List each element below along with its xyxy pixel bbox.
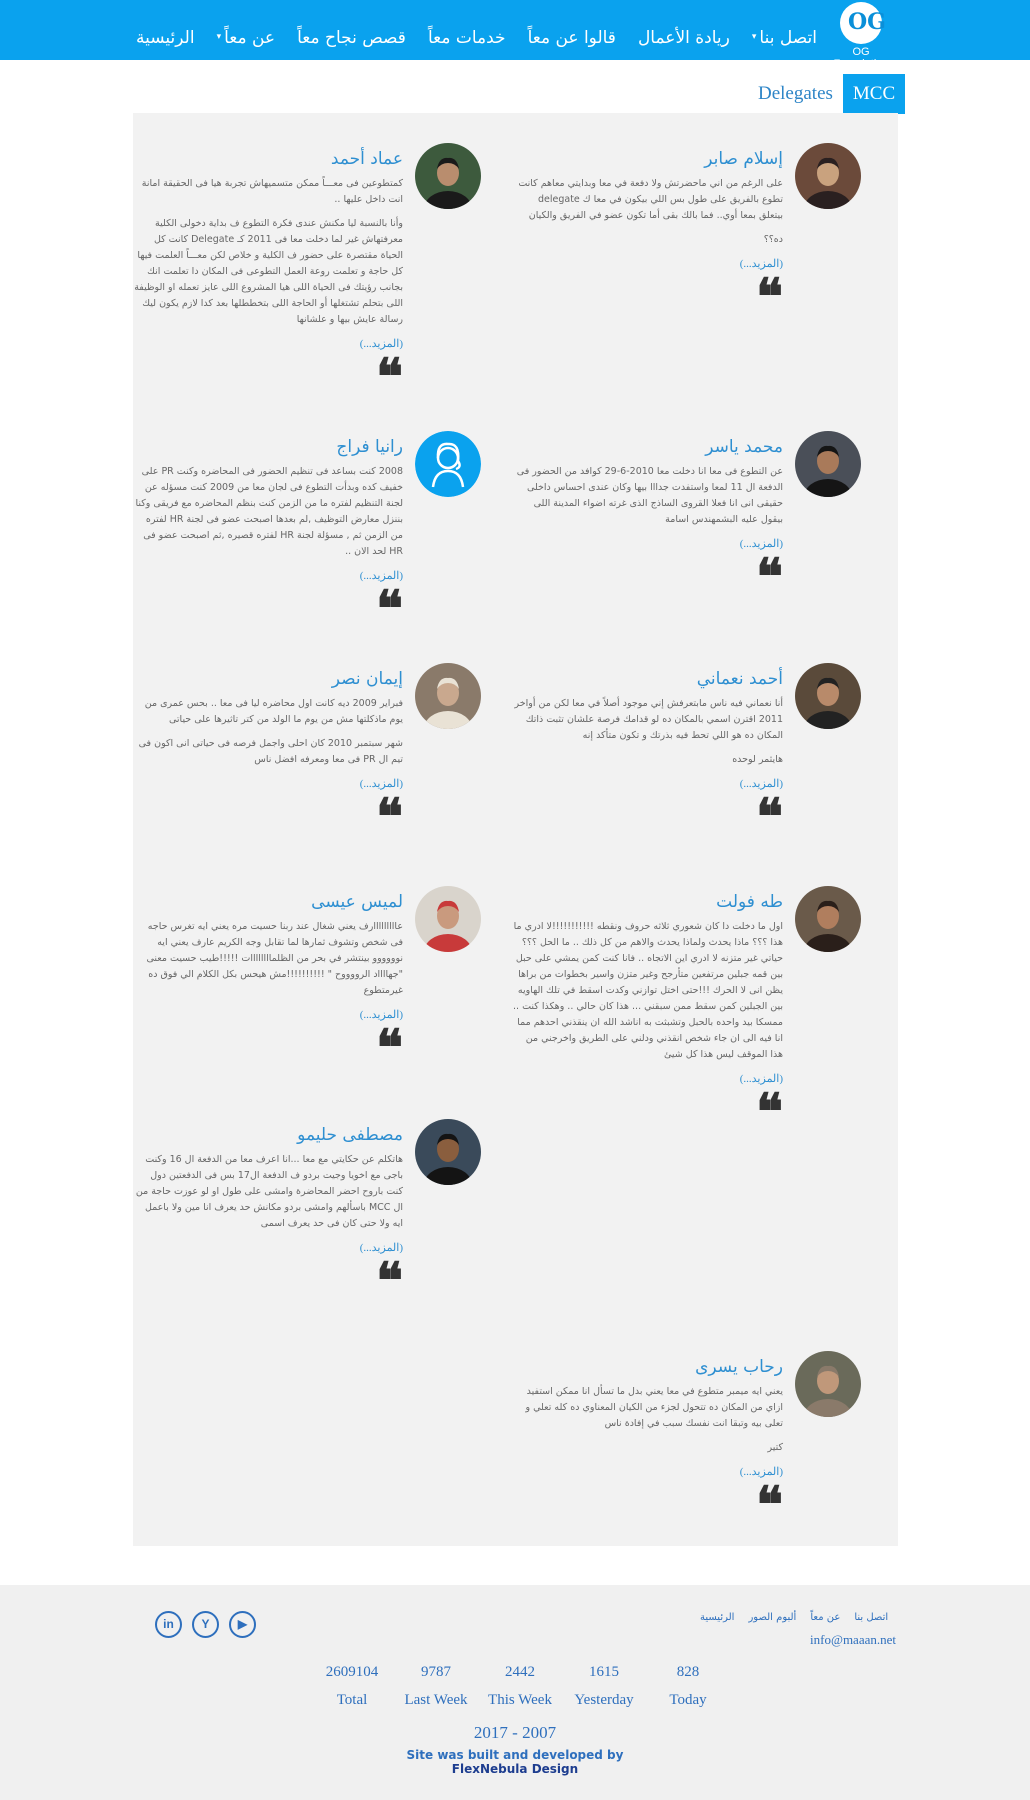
testimonial-paragraph: 2008 كنت بساعد فى تنظيم الحضور فى المحاضره وكنت PR على خفيف كده وبدأت التطوع فى لجان معا من 2009 كنت مسؤله عن لجنة التنظيم لفتره ما من الزمن كنت بنظم المحاضره مع فريقى وكنا بننزل معارض التوظيف ,لم بعدها اصبحت عضو فى لجنة HR لفتره من الزمن ثم , مسؤلة لجنة HR لفتره قصيره ,ثم اصبحت عضو فى HR لحد الان .. — [135, 466, 403, 557]
stat-value: 828 — [676, 1664, 700, 1680]
footer-links — [700, 1612, 896, 1623]
avatar — [795, 143, 861, 209]
testimonial-name[interactable]: أحمد نعماني — [696, 669, 783, 689]
main-nav — [136, 28, 817, 60]
stat-this-week — [478, 1664, 562, 1709]
testimonial-paragraph: كمتطوعين فى معـــاً ممكن متسميهاش تجربة هيا فى الحقيقة امانة انت داخل عليها .. — [141, 178, 403, 205]
testimonial-paragraph: هايثمر لوحده — [732, 754, 783, 765]
testimonial-text — [513, 696, 783, 846]
copyright-years: 2017 - 2007 — [473, 1723, 557, 1742]
avatar — [415, 1119, 481, 1185]
stat-label: Yesterday — [574, 1692, 634, 1708]
nav-item-3[interactable] — [428, 28, 506, 60]
testimonial-name[interactable]: محمد ياسر — [705, 437, 783, 457]
quote-icon: ❝ — [756, 1082, 783, 1141]
testimonial-paragraph: ده؟؟ — [763, 234, 783, 245]
testimonial-text — [513, 1384, 783, 1534]
read-more-link[interactable]: (المزيد...) — [359, 1009, 403, 1021]
testimonial-paragraph: عن التطوع فى معا انا دخلت معا 2010-6-29 كوافد من الحضور فى الدفعة ال 11 لمعا واستفدت جدااا بيها وكان عندى احساس داخلى حقيقى انى انا فعلا القروى الساذج الذى غرته اضواء المدينة اللى بيقول عليه البشمهندس اسامة — [516, 466, 783, 525]
caret-down-icon: ▾ — [751, 32, 757, 42]
youtube-icon[interactable]: ▶ — [229, 1611, 256, 1638]
nav-item-4[interactable] — [528, 28, 616, 60]
testimonial-paragraph: أنا نعماني فيه ناس مابتعرفش إني موجود أصلاً في معا لكن من أواخر 2011 اقترن اسمي بالمكان ده لو قدامك فرصة علشان تثبت ذاتك المكان ده هو اللي تحط فيه بذرتك و تكون متأكد إنه — [514, 698, 783, 741]
nav-item-label: قصص نجاح معاً — [297, 28, 406, 48]
tabs — [748, 74, 898, 114]
avatar — [415, 663, 481, 729]
quote-icon: ❝ — [756, 787, 783, 846]
testimonial-text — [133, 176, 403, 406]
nav-item-label: الرئيسية — [136, 28, 195, 48]
nav-item-0[interactable] — [136, 28, 195, 60]
testimonial-name[interactable]: لميس عيسى — [311, 892, 403, 912]
testimonial-name[interactable]: رانيا فراج — [336, 437, 403, 457]
built-by-line1: Site was built and developed by — [406, 1748, 624, 1762]
testimonial-paragraph: عااااااااارف يعني شغال عند ربنا حسيت مره يعني ايه تغرس حاجه فى شخص وتشوف ثمارها لما تقابل وجه الكريم عارف يعني ايه نوووووو بينتشر في بحر من الظلماااااااات !!!!!طيب حسيت معنى "جهااااد الرووووح " !!!!!!!!!!مش هيحس بكل الكلام الي فوق ده غيرمتطوع — [146, 921, 403, 996]
stat-value: 9787 — [421, 1664, 451, 1680]
stat-value: 2609104 — [325, 1664, 379, 1680]
stat-yesterday — [562, 1664, 646, 1709]
quote-icon: ❝ — [756, 267, 783, 326]
built-by-line2[interactable]: FlexNebula Design — [451, 1762, 579, 1776]
stat-value: 2442 — [505, 1664, 535, 1680]
built-by — [0, 1748, 1030, 1776]
site-footer — [0, 1585, 1030, 1800]
nav-item-label: قالوا عن معاً — [527, 28, 616, 48]
nav-item-2[interactable] — [297, 28, 406, 60]
footer-link[interactable]: ألبوم الصور — [748, 1612, 797, 1623]
testimonial-text — [133, 919, 403, 1077]
footer-link[interactable]: الرئيسية — [700, 1612, 735, 1623]
testimonials-panel — [133, 113, 898, 1546]
testimonial-text — [133, 696, 403, 846]
testimonial-paragraph: شهر سبتمبر 2010 كان احلى واجمل فرصه فى حياتى انى اكون فى تيم ال PR فى معا ومعرفه افضل ناس — [138, 738, 403, 765]
logo-text: OG Foundation — [833, 46, 889, 70]
stat-total — [310, 1664, 394, 1709]
quote-icon: ❝ — [376, 1018, 403, 1077]
quote-icon: ❝ — [376, 579, 403, 638]
visitor-stats — [310, 1664, 730, 1709]
testimonial-paragraph: اول ما دخلت دا كان شعوري ثلاثه حروف ونقطه !!!!!!!!!!!لا ادري ما هذا ؟؟؟ ماذا يحدث ولماذا يحدث والاهم من كل ذلك .. ما الحل ؟؟؟حياتي غير متزنه لا ادري اين الاتجاه .. فانا كنت كمن يمشي على حبل بين قمه جبلين مرتفعين متأرجح وغير متزن واسير بخطوات من براها يظن انى لا الحرك !!!حتى اختل توازني وكدت اسقط في تلك الهاويه بين الجبلين كمن سقط ممن سبقني ... هذا كان حالي .. وهكذا كنت .. ممسكا بيد واحده بالحبل وتشبثت به اناشد الله ان ينقذني احدهم مما انا فيه الى ان جاء شخص انقذني ودلني على الطريق واخرجني من هذا الموقف ليس هذا كل شيئ — [513, 921, 783, 1060]
testimonial-name[interactable]: رحاب يسرى — [695, 1357, 783, 1377]
testimonial-name[interactable]: إيمان نصر — [331, 669, 403, 689]
yahoo-icon[interactable]: Y — [192, 1611, 219, 1638]
avatar — [795, 431, 861, 497]
testimonial-name[interactable]: طه فولت — [716, 892, 783, 912]
testimonial-name[interactable]: عماد أحمد — [330, 149, 403, 169]
stat-label: Last Week — [404, 1692, 468, 1708]
logo-mark-icon: OG — [840, 2, 882, 44]
testimonial-name[interactable]: إسلام صابر — [704, 149, 783, 169]
stat-label: Total — [336, 1692, 368, 1708]
stat-label: Today — [669, 1692, 707, 1708]
testimonial-paragraph: كتير — [767, 1442, 783, 1453]
avatar — [795, 886, 861, 952]
avatar — [795, 663, 861, 729]
quote-icon: ❝ — [376, 347, 403, 406]
social-links — [155, 1611, 256, 1638]
read-more-link[interactable]: (المزيد...) — [359, 570, 403, 582]
nav-item-5[interactable] — [638, 28, 730, 60]
testimonial-text — [513, 464, 783, 606]
quote-icon: ❝ — [376, 787, 403, 846]
site-header — [0, 0, 1030, 70]
stat-value: 1615 — [589, 1664, 619, 1680]
footer-link[interactable]: اتصل بنا — [854, 1612, 889, 1623]
testimonial-paragraph: على الرغم من اني ماحضرتش ولا دفعة في معا وبدايتي معاهم كانت تطوع بالفريق على طول بس اللي بيكون في معا ك delegate بيتعلق بمعا أوي.. فما بالك بقى أما تكون عضو في الفريق والكيان — [518, 178, 783, 221]
tab-mcc[interactable]: MCC — [843, 74, 905, 114]
quote-icon: ❝ — [376, 1251, 403, 1310]
testimonial-paragraph: فبراير 2009 ديه كانت اول محاضره ليا فى معا .. بحس عمرى من يوم ماذكلتها مش من يوم ما الولد من كتر تاثيرها على حياتى — [144, 698, 403, 725]
read-more-link[interactable]: (المزيد...) — [739, 258, 783, 270]
tab-delegates[interactable]: Delegates — [758, 83, 833, 104]
testimonial-paragraph: هاتكلم عن حكايتي مع معا ...انا اعرف معا من الدفعة ال 16 وكنت باجى مع اخويا وجيت بردو ف الدفعة ال17 بس فى الدفعتين دول كنت باروح احضر المحاضرة وامشى على طول او لو عوزت حاجة من ال MCC باسألهم وامشى بردو مكانش حد يعرف انا مين ولا باعمل ايه ولا حتى كان فى حد يعرف اسمى — [135, 1154, 403, 1229]
quote-icon: ❝ — [756, 547, 783, 606]
testimonial-text — [133, 464, 403, 638]
stat-today — [646, 1664, 730, 1709]
testimonial-text — [133, 1152, 403, 1310]
stat-label: This Week — [488, 1692, 552, 1708]
testimonial-name[interactable]: مصطفى حليمو — [297, 1125, 403, 1145]
read-more-link[interactable]: (المزيد...) — [739, 538, 783, 550]
stat-last-week — [394, 1664, 478, 1709]
read-more-link[interactable]: (المزيد...) — [359, 1242, 403, 1254]
nav-item-label: خدمات معاً — [427, 28, 506, 48]
avatar — [415, 143, 481, 209]
testimonial-paragraph: وأنا بالنسبة ليا مكنش عندى فكرة التطوع ف بداية دخولى الكلية معرفتهاش غير لما دخلت معا فى 2011 كـ Delegate كانت كل الحياة مقتصرة على حضور ف الكلية و خلاص لكن معـــاً العلمت فيها كل حاجة و تعلمت روعة العمل التطوعى فى المكان دا تعلمت انك بجانب رؤيتك فى الحياة اللى هيا المشروع اللى عايز تعمله او الوظيفة اللى بتحلم تشتغلها أو الحاجة اللى بتخططلها بعد كدا لازم يكون ليك رسالة عايش بيها و علشانها — [134, 218, 403, 325]
footer-link[interactable]: عن معاً — [810, 1612, 841, 1623]
nav-item-label: اتصل بنا — [759, 28, 817, 48]
read-more-link[interactable]: (المزيد...) — [359, 338, 403, 350]
avatar — [795, 1351, 861, 1417]
caret-down-icon: ▾ — [216, 32, 222, 42]
linkedin-icon[interactable]: in — [155, 1611, 182, 1638]
testimonial-text — [513, 176, 783, 326]
avatar — [415, 431, 481, 497]
avatar — [415, 886, 481, 952]
nav-item-1[interactable] — [217, 28, 276, 60]
contact-email[interactable]: info@maaan.net — [810, 1632, 896, 1647]
read-more-link[interactable]: (المزيد...) — [739, 1073, 783, 1085]
site-logo[interactable] — [826, 2, 896, 70]
nav-item-6[interactable] — [752, 28, 817, 60]
testimonial-text — [513, 919, 783, 1141]
nav-item-label: ريادة الأعمال — [637, 28, 730, 48]
nav-item-label: عن معاً — [224, 28, 276, 48]
testimonial-paragraph: يعني ايه ميمبر متطوع في معا يعني بدل ما تسأل انا ممكن استفيد ازاي من المكان ده تتحول لجزء من الكيان المعناوي ده كله تعلي و تعلى بيه وتبقا انت نفسك سبب في إفادة ناس — [525, 1386, 783, 1429]
quote-icon: ❝ — [756, 1475, 783, 1534]
read-more-link[interactable]: (المزيد...) — [359, 778, 403, 790]
read-more-link[interactable]: (المزيد...) — [739, 1466, 783, 1478]
read-more-link[interactable]: (المزيد...) — [739, 778, 783, 790]
